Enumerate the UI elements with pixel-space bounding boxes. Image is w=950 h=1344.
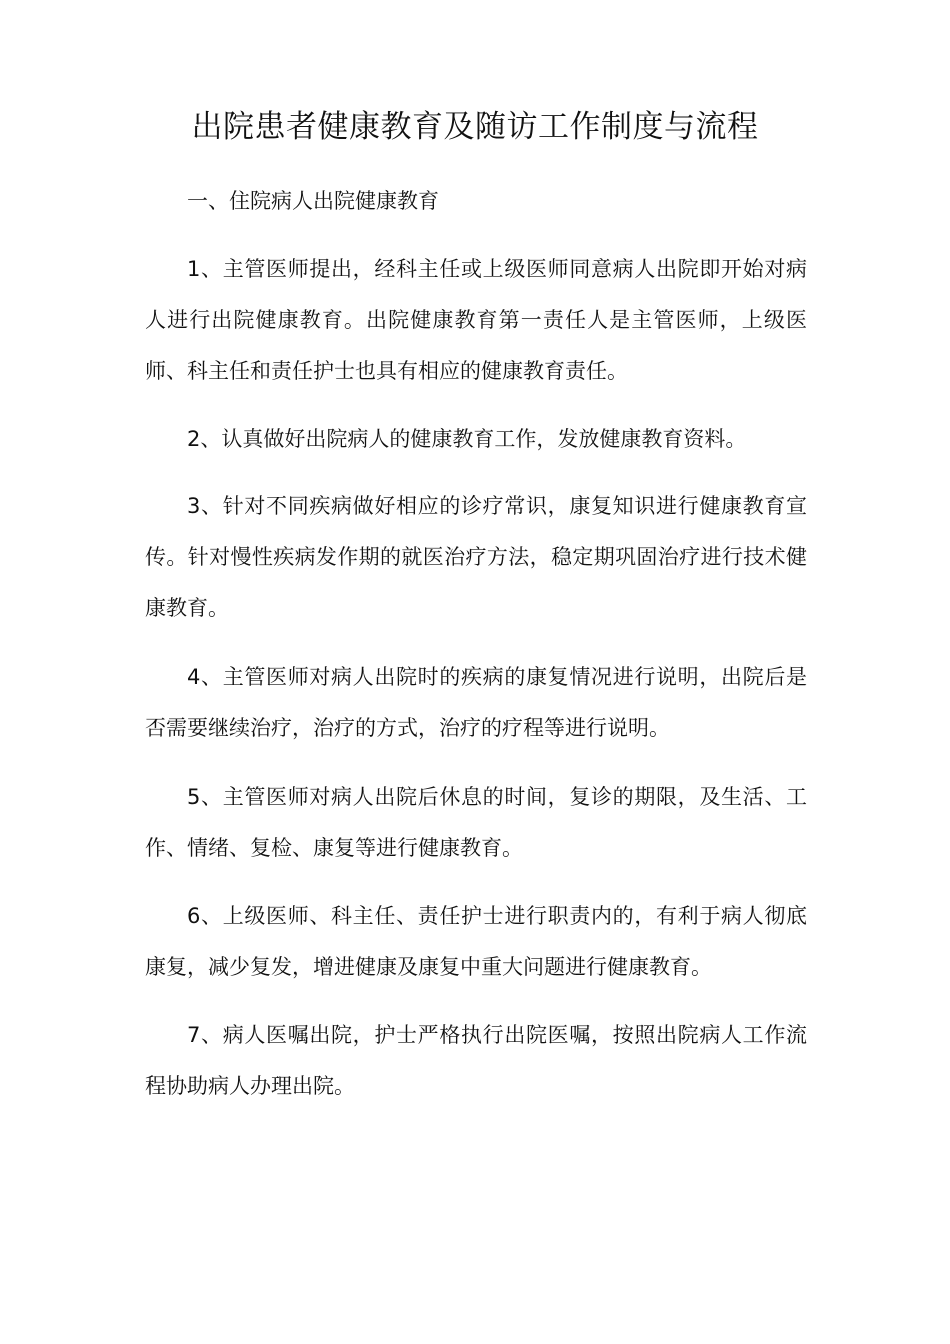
paragraph-4: 4、主管医师对病人出院时的疾病的康复情况进行说明，出院后是否需要继续治疗，治疗的方式，治疗的疗程等进行说明。: [145, 665, 807, 740]
paragraph-7: 7、病人医嘱出院，护士严格执行出院医嘱，按照出院病人工作流程协助病人办理出院。: [145, 1023, 807, 1098]
paragraph-6: 6、上级医师、科主任、责任护士进行职责内的，有利于病人彻底康复，减少复发，增进健康及康复中重大问题进行健康教育。: [145, 904, 807, 979]
paragraph-2: 2、认真做好出院病人的健康教育工作，发放健康教育资料。: [187, 427, 747, 451]
section-heading: 一、住院病人出院健康教育: [187, 189, 439, 213]
document-title: 出院患者健康教育及随访工作制度与流程: [191, 109, 759, 145]
paragraph-3: 3、针对不同疾病做好相应的诊疗常识，康复知识进行健康教育宣传。针对慢性疾病发作期的就医治疗方法，稳定期巩固治疗进行技术健康教育。: [145, 494, 807, 620]
paragraph-5: 5、主管医师对病人出院后休息的时间，复诊的期限，及生活、工作、情绪、复检、康复等进行健康教育。: [145, 785, 807, 860]
paragraph-1: 1、主管医师提出，经科主任或上级医师同意病人出院即开始对病人进行出院健康教育。出院健康教育第一责任人是主管医师，上级医师、科主任和责任护士也具有相应的健康教育责任。: [145, 257, 807, 383]
